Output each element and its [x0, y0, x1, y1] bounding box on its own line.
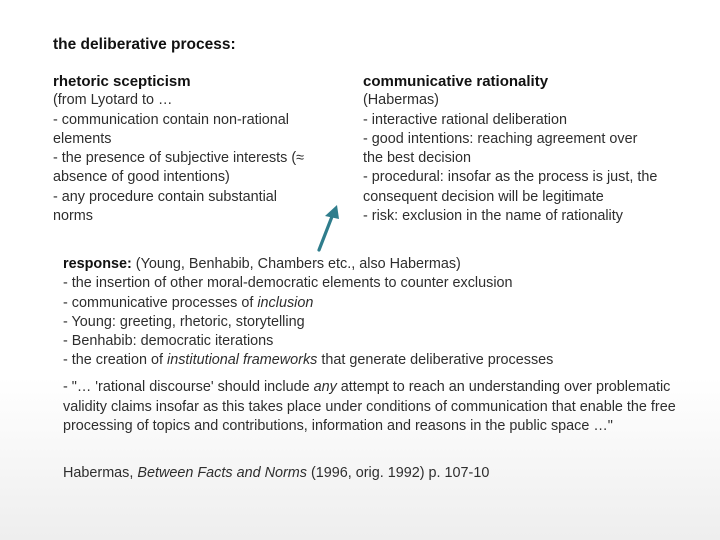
response-title: response: [63, 256, 132, 272]
left-column-line: - communication contain non-rational [53, 111, 289, 128]
citation-title: Between Facts and Norms [137, 465, 307, 481]
left-column-line: (from Lyotard to … [53, 92, 173, 109]
citation-details: (1996, orig. 1992) p. 107-10 [306, 465, 490, 481]
response-line: that generate deliberative processes [317, 352, 554, 369]
right-column-line: - interactive rational deliberation [363, 111, 567, 128]
left-column-title: rhetoric scepticism [53, 73, 191, 90]
emphasis: any [313, 379, 337, 395]
response-line: - the creation of [63, 352, 167, 369]
emphasis: inclusion [257, 294, 314, 311]
left-column-line: - any procedure contain substantial [53, 188, 277, 205]
quote-text: - "… 'rational discourse' should include [63, 379, 314, 395]
response-line: - communicative processes of [63, 294, 258, 311]
arrow-up-right-icon [312, 205, 342, 255]
right-column-line: - risk: exclusion in the name of rationality [363, 208, 623, 225]
response-line: - Benhabib: democratic iterations [63, 333, 274, 350]
habermas-quote [63, 378, 703, 437]
response-line: - Young: greeting, rhetoric, storytelling [63, 313, 305, 330]
left-column-line: - the presence of subjective interests (≈ [53, 150, 305, 167]
citation [63, 465, 489, 481]
slide-heading: the deliberative process: [53, 36, 236, 53]
response-authors: (Young, Benhabib, Chambers etc., also Habermas) [131, 256, 461, 272]
right-column [363, 72, 698, 226]
left-column-line: absence of good intentions) [53, 169, 230, 186]
left-column-line: elements [53, 130, 112, 147]
right-column-title: communicative rationality [363, 73, 549, 90]
emphasis: institutional frameworks [167, 352, 318, 369]
left-column-line: norms [53, 208, 93, 225]
left-column [53, 72, 343, 226]
right-column-line: - procedural: insofar as the process is just, the [363, 169, 658, 186]
response-line: - the insertion of other moral-democratic elements to counter exclusion [63, 275, 513, 292]
right-column-line: - good intentions: reaching agreement over [363, 130, 638, 147]
response-block [63, 255, 713, 371]
right-column-line: consequent decision will be legitimate [363, 188, 604, 205]
citation-author: Habermas, [63, 465, 138, 481]
right-column-line: (Habermas) [363, 92, 439, 109]
right-column-line: the best decision [363, 150, 472, 167]
quote-text: attempt to reach an understanding over problematic validity claims insofar as this takes place under conditions of communication that enable the free processing of topics and contributions, information and reasons in the public space …" [63, 379, 676, 434]
